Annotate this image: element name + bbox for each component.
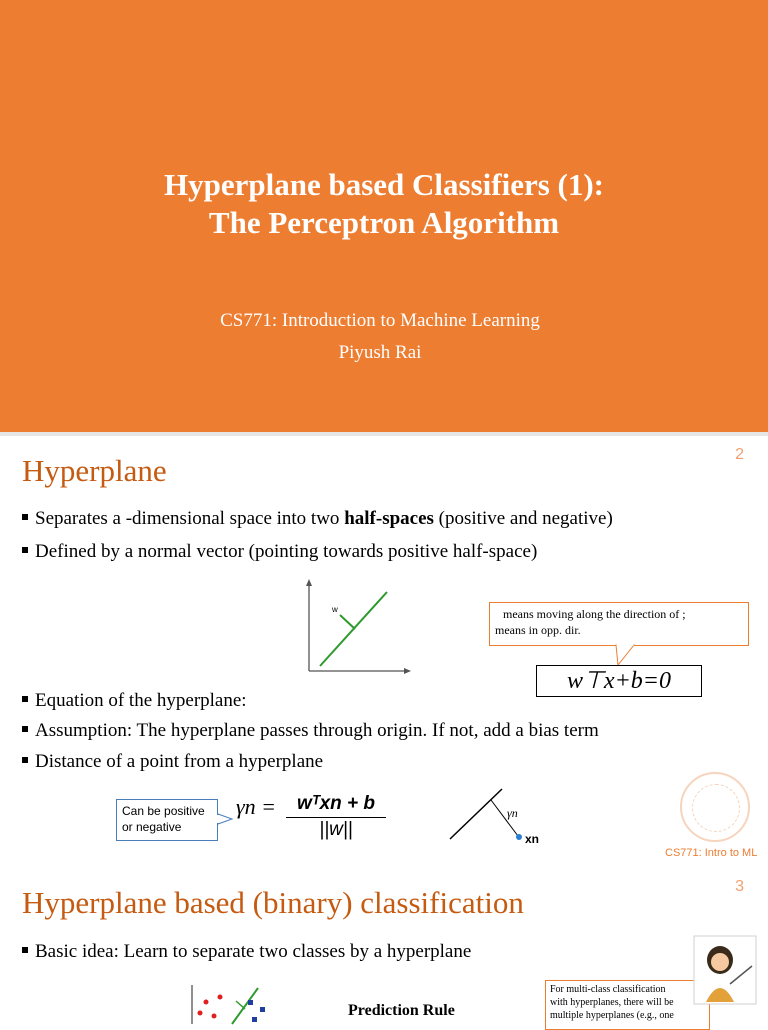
title-line-1: Hyperplane based Classifiers (1): xyxy=(163,167,604,202)
negative-point xyxy=(252,1017,257,1022)
slide2-bullet-3 xyxy=(22,689,247,713)
slide3-title: Hyperplane based (binary) classification xyxy=(22,885,524,920)
note-line-3: multiple hyperplanes (e.g., one xyxy=(550,1010,674,1021)
sign-note-line-2: or negative xyxy=(122,820,182,834)
bullet-marker xyxy=(22,947,28,953)
bullet-text-end: (positive and negative) xyxy=(433,508,613,529)
sign-note-pointer xyxy=(218,812,234,826)
bullet-marker xyxy=(22,757,28,763)
slide2-bullet-5 xyxy=(22,750,323,774)
course-name: CS771: Introduction to Machine Learning xyxy=(220,310,540,331)
bullet-text: Distance of a point from a hyperplane xyxy=(35,751,324,772)
slide-title xyxy=(0,166,768,242)
direction-callout xyxy=(489,602,749,646)
distance-formula xyxy=(282,792,390,841)
positive-point xyxy=(218,995,223,1000)
negative-point xyxy=(260,1007,265,1012)
slide3-bullet-1 xyxy=(22,940,471,964)
fraction-bar xyxy=(286,817,386,818)
face xyxy=(711,953,729,971)
y-axis-arrow xyxy=(306,579,312,586)
hyperplane-line xyxy=(450,789,502,839)
hyperplane-axes-figure xyxy=(300,578,415,678)
title-slide xyxy=(0,0,768,432)
gamma-symbol: γn = xyxy=(236,794,277,819)
bullet-marker xyxy=(22,514,28,520)
slide-subtitle xyxy=(0,305,760,369)
normal-vector-label: w xyxy=(332,605,338,614)
slide2-bullet-2 xyxy=(22,540,537,564)
hyperplane-equation-box: w⊤x+b=0 xyxy=(536,665,702,697)
distance-label: γn xyxy=(507,806,518,820)
sign-note-callout xyxy=(116,799,218,841)
slide-divider xyxy=(0,432,768,436)
note-line-1: For multi-class classification xyxy=(550,984,666,995)
bullet-marker xyxy=(22,726,28,732)
note-line-2: with hyperplanes, there will be xyxy=(550,997,674,1008)
institute-seal-watermark xyxy=(680,772,750,842)
callout-line-1: means moving along the direction of ; xyxy=(503,607,686,621)
sign-note-line-1: Can be positive xyxy=(122,804,205,818)
bullet-bold-text: half-spaces xyxy=(344,508,434,529)
teacher-illustration xyxy=(690,932,760,1024)
positive-point xyxy=(198,1011,203,1016)
point-label: xn xyxy=(525,832,540,846)
data-point xyxy=(516,834,522,840)
bullet-marker xyxy=(22,696,28,702)
point-distance-figure xyxy=(445,783,545,853)
bullet-text: Separates a -dimensional space into two xyxy=(35,508,345,529)
distance-denominator: ||w|| xyxy=(319,819,353,840)
bullet-text: Basic idea: Learn to separate two classes by a hyperplane xyxy=(35,941,472,962)
x-axis-arrow xyxy=(404,668,411,674)
positive-point xyxy=(204,1000,209,1005)
multiclass-note-callout xyxy=(545,980,710,1030)
bullet-text: Equation of the hyperplane: xyxy=(35,690,247,711)
normal-vector-line xyxy=(236,1001,245,1009)
title-line-2: The Perceptron Algorithm xyxy=(208,205,560,240)
slide3-page-number: 3 xyxy=(735,878,744,895)
hyperplane-line xyxy=(320,592,387,666)
bullet-text: Defined by a normal vector (pointing towards positive half-space) xyxy=(35,541,538,562)
negative-point xyxy=(248,1000,253,1005)
bullet-text: Assumption: The hyperplane passes through origin. If not, add a bias term xyxy=(35,720,599,741)
prediction-rule-heading: Prediction Rule xyxy=(348,1002,455,1019)
slide2-bullet-4 xyxy=(22,719,599,743)
slide2-page-number: 2 xyxy=(735,446,744,463)
bullet-marker xyxy=(22,547,28,553)
slide2-footer: CS771: Intro to ML xyxy=(665,847,758,859)
slide2-title: Hyperplane xyxy=(22,453,167,488)
classification-figure xyxy=(190,985,270,1024)
slide2-bullet-1 xyxy=(22,507,613,531)
positive-point xyxy=(212,1014,217,1019)
author-name: Piyush Rai xyxy=(338,342,422,363)
distance-numerator: wᵀxn + b xyxy=(296,793,376,814)
callout-line-2: means in opp. dir. xyxy=(495,623,581,637)
normal-vector-line xyxy=(340,615,355,629)
